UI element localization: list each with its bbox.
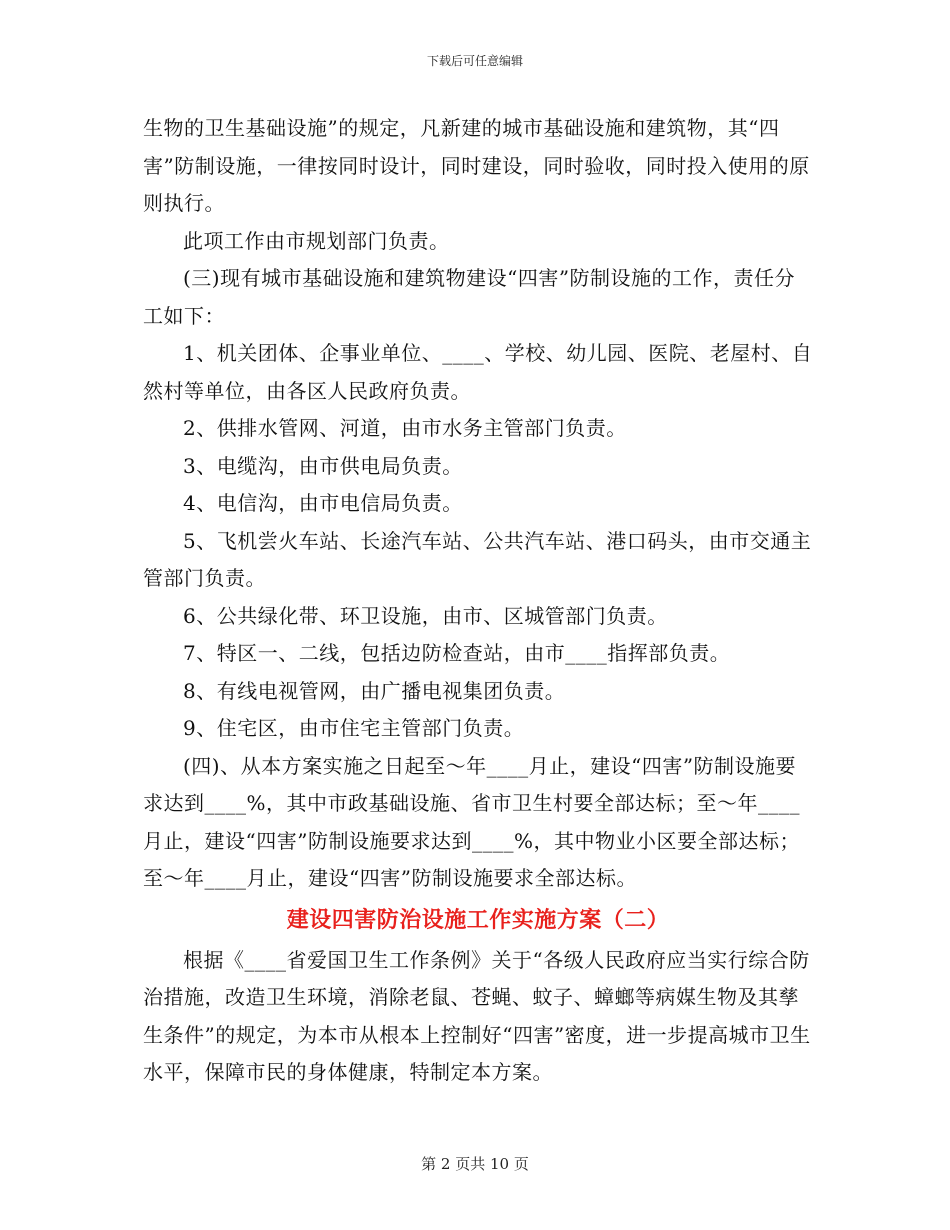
document-body bbox=[143, 110, 813, 1092]
page-number-footer: 第 2 页共 10 页 bbox=[421, 1155, 529, 1173]
list-item-8: 8、有线电视管网，由广播电视集团负责。 bbox=[183, 678, 566, 703]
list-item-6: 6、公共绿化带、环卫设施，由市、区城管部门负责。 bbox=[183, 603, 668, 628]
list-item-9: 9、住宅区，由市住宅主管部门负责。 bbox=[183, 716, 525, 740]
paragraph-section-4: (四)、从本方案实施之日起至～年____月止，建设“四害”防制设施要求达到____%，其中市政基础设施、省市卫生村要全部达标；至～年____月止，建设“四害”防制设施要求达到____%，其中物业小区要全部达标；至～年____月止，建设“四害”防制设施要求全部达标。 bbox=[143, 753, 801, 890]
paragraph-intro: 根据《____省爱国卫生工作条例》关于“各级人民政府应当实行综合防治措施，改造卫生环境，消除老鼠、苍蝇、蚊子、蟑螂等病媒生物及其孳生条件”的规定，为本市从根本上控制好“四害”密度，进一步提高城市卫生水平，保障市民的身体健康，特制定本方案。 bbox=[143, 947, 811, 1084]
list-item-3: 3、电缆沟，由市供电局负责。 bbox=[183, 453, 463, 478]
section-title: 建设四害防治设施工作实施方案（二） bbox=[286, 906, 670, 933]
list-item-4: 4、电信沟，由市电信局负责。 bbox=[183, 491, 463, 515]
paragraph-planning-dept: 此项工作由市规划部门负责。 bbox=[183, 228, 450, 253]
list-item-2: 2、供排水管网、河道，由市水务主管部门负责。 bbox=[183, 416, 627, 440]
list-item-1: 1、机关团体、企事业单位、____、学校、幼儿园、医院、老屋村、自然村等单位，由各区人民政府负责。 bbox=[143, 341, 813, 403]
paragraph-continuation: 生物的卫生基础设施”的规定，凡新建的城市基础设施和建筑物，其“四害”防制设施，一律按同时设计，同时建设，同时验收，同时投入使用的原则执行。 bbox=[143, 116, 810, 215]
list-item-5: 5、飞机尝火车站、长途汽车站、公共汽车站、港口码头，由市交通主管部门负责。 bbox=[143, 528, 812, 590]
page-header-note: 下载后可任意编辑 bbox=[426, 54, 523, 68]
list-item-7: 7、特区一、二线，包括边防检查站，由市____指挥部负责。 bbox=[183, 641, 731, 665]
paragraph-section-3: (三)现有城市基础设施和建筑物建设“四害”防制设施的工作，责任分工如下： bbox=[143, 266, 796, 328]
